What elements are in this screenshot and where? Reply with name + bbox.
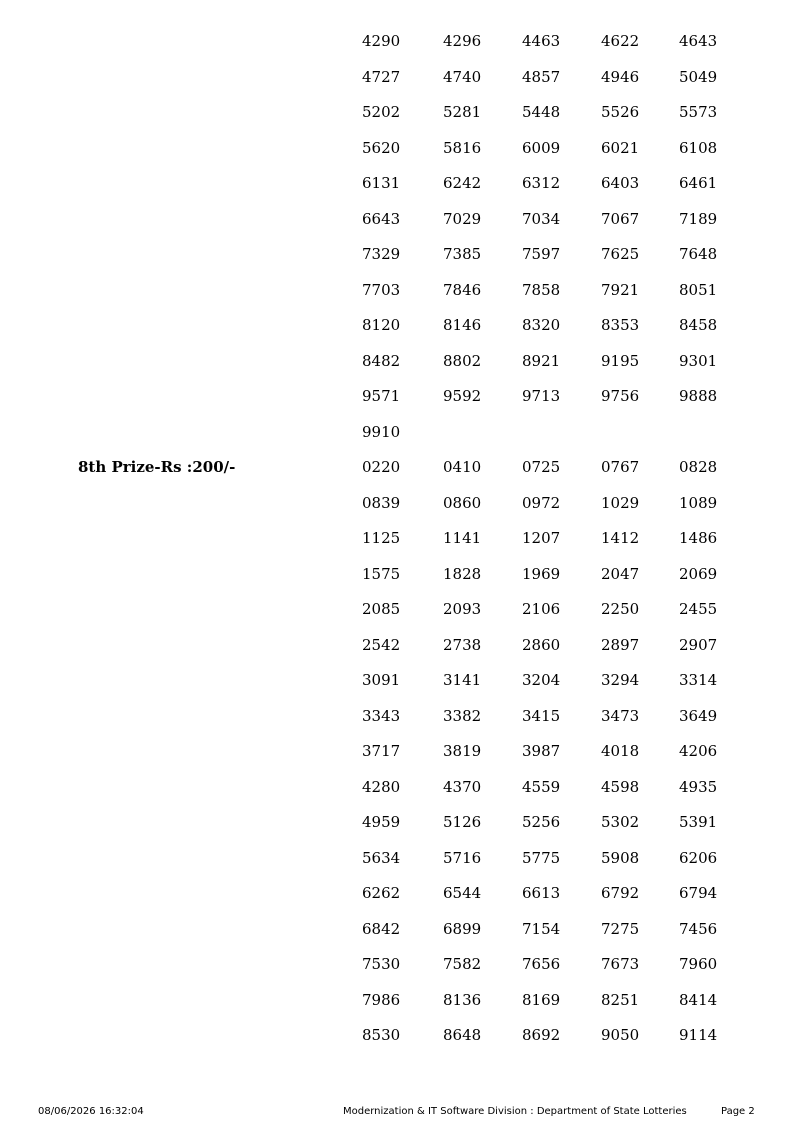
ticket-number: 8146 [443, 316, 482, 334]
ticket-number: 5908 [601, 848, 640, 867]
ticket-number: 8136 [443, 990, 482, 1009]
ticket-number: 2897 [601, 635, 640, 654]
ticket-number: 4290 [362, 32, 401, 50]
result-row [0, 30, 800, 66]
ticket-number: 6262 [362, 884, 401, 902]
result-row [0, 563, 800, 599]
ticket-number: 6009 [522, 138, 561, 157]
ticket-number: 9301 [679, 351, 718, 370]
ticket-number: 8320 [522, 316, 561, 334]
ticket-number: 7858 [522, 280, 561, 299]
ticket-number: 5448 [522, 103, 561, 121]
ticket-number: 5526 [601, 103, 640, 121]
ticket-number: 7275 [601, 919, 640, 938]
result-row [0, 456, 800, 492]
ticket-number: 4935 [679, 777, 718, 796]
ticket-number: 9195 [601, 351, 640, 370]
ticket-number: 7597 [522, 245, 561, 263]
ticket-number: 6242 [443, 174, 482, 192]
result-row [0, 492, 800, 528]
ticket-number: 5049 [679, 67, 718, 86]
result-row [0, 669, 800, 705]
ticket-number: 1969 [522, 564, 561, 583]
ticket-number: 4018 [601, 742, 640, 760]
ticket-number: 9888 [679, 387, 718, 405]
ticket-number: 3091 [362, 671, 401, 689]
ticket-number: 3649 [679, 706, 718, 725]
result-row [0, 634, 800, 670]
ticket-number: 6643 [362, 209, 401, 228]
ticket-number: 7530 [362, 955, 401, 973]
result-row [0, 882, 800, 918]
ticket-number: 5620 [362, 138, 401, 157]
ticket-number: 4463 [522, 32, 561, 50]
ticket-number: 5126 [443, 813, 482, 831]
ticket-number: 7921 [601, 280, 640, 299]
footer-division: Modernization & IT Software Division : Department of State Lotteries [343, 1106, 687, 1117]
ticket-number: 0410 [443, 458, 482, 476]
ticket-number: 7582 [443, 955, 482, 973]
ticket-number: 1125 [362, 529, 401, 547]
ticket-number: 4280 [362, 777, 401, 796]
ticket-number: 1029 [601, 493, 640, 512]
ticket-number: 1828 [443, 564, 482, 583]
ticket-number: 6794 [679, 884, 718, 902]
ticket-number: 0828 [679, 458, 718, 476]
ticket-number: 7329 [362, 245, 401, 263]
result-row [0, 279, 800, 315]
ticket-number: 5391 [679, 813, 718, 831]
ticket-number: 7154 [522, 919, 561, 938]
ticket-number: 4643 [679, 32, 718, 50]
ticket-number: 3987 [522, 742, 561, 760]
ticket-number: 9592 [443, 387, 482, 405]
result-row [0, 847, 800, 883]
result-row [0, 243, 800, 279]
ticket-number: 3415 [522, 706, 561, 725]
result-row [0, 705, 800, 741]
ticket-number: 8530 [362, 1026, 401, 1044]
ticket-number: 8458 [679, 316, 718, 334]
result-row [0, 172, 800, 208]
ticket-number: 7656 [522, 955, 561, 973]
result-row [0, 1024, 800, 1060]
ticket-number: 7385 [443, 245, 482, 263]
ticket-number: 1089 [679, 493, 718, 512]
ticket-number: 4370 [443, 777, 482, 796]
ticket-number: 6206 [679, 848, 718, 867]
result-row [0, 811, 800, 847]
ticket-number: 6842 [362, 919, 401, 938]
ticket-number: 5256 [522, 813, 561, 831]
ticket-number: 7673 [601, 955, 640, 973]
result-row [0, 953, 800, 989]
ticket-number: 9910 [362, 422, 401, 441]
ticket-number: 2455 [679, 600, 718, 618]
ticket-number: 9114 [679, 1026, 718, 1044]
result-row [0, 918, 800, 954]
ticket-number: 7625 [601, 245, 640, 263]
ticket-number: 8414 [679, 990, 718, 1009]
ticket-number: 5634 [362, 848, 401, 867]
ticket-number: 4946 [601, 67, 640, 86]
ticket-number: 0725 [522, 458, 561, 476]
ticket-number: 0972 [522, 493, 561, 512]
ticket-number: 7067 [601, 209, 640, 228]
ticket-number: 4857 [522, 67, 561, 86]
ticket-number: 7456 [679, 919, 718, 938]
ticket-number: 3717 [362, 742, 401, 760]
result-row [0, 66, 800, 102]
ticket-number: 6544 [443, 884, 482, 902]
ticket-number: 3343 [362, 706, 401, 725]
ticket-number: 3819 [443, 742, 482, 760]
result-row [0, 776, 800, 812]
result-row [0, 314, 800, 350]
ticket-number: 9756 [601, 387, 640, 405]
ticket-number: 5716 [443, 848, 482, 867]
ticket-number: 7960 [679, 955, 718, 973]
result-row [0, 527, 800, 563]
ticket-number: 5302 [601, 813, 640, 831]
ticket-number: 4559 [522, 777, 561, 796]
ticket-number: 8169 [522, 990, 561, 1009]
ticket-number: 8482 [362, 351, 401, 370]
ticket-number: 5775 [522, 848, 561, 867]
result-row [0, 385, 800, 421]
ticket-number: 2542 [362, 635, 401, 654]
ticket-number: 2907 [679, 635, 718, 654]
ticket-number: 4740 [443, 67, 482, 86]
ticket-number: 4598 [601, 777, 640, 796]
ticket-number: 9571 [362, 387, 401, 405]
ticket-number: 5573 [679, 103, 718, 121]
ticket-number: 1207 [522, 529, 561, 547]
ticket-number: 9713 [522, 387, 561, 405]
ticket-number: 8802 [443, 351, 482, 370]
ticket-number: 3294 [601, 671, 640, 689]
ticket-number: 1575 [362, 564, 401, 583]
ticket-number: 0767 [601, 458, 640, 476]
ticket-number: 4959 [362, 813, 401, 831]
ticket-number: 6403 [601, 174, 640, 192]
ticket-number: 4622 [601, 32, 640, 50]
result-row [0, 740, 800, 776]
ticket-number: 3204 [522, 671, 561, 689]
ticket-number: 8692 [522, 1026, 561, 1044]
result-row [0, 208, 800, 244]
ticket-number: 2738 [443, 635, 482, 654]
ticket-number: 5816 [443, 138, 482, 157]
prize-heading: 8th Prize-Rs :200/- [78, 458, 236, 476]
ticket-number: 2106 [522, 600, 561, 618]
ticket-number: 9050 [601, 1026, 640, 1044]
ticket-number: 2085 [362, 600, 401, 618]
ticket-number: 7846 [443, 280, 482, 299]
footer-timestamp: 08/06/2026 16:32:04 [38, 1106, 144, 1117]
ticket-number: 3314 [679, 671, 718, 689]
ticket-number: 6108 [679, 138, 718, 157]
ticket-number: 8051 [679, 280, 718, 299]
ticket-number: 6792 [601, 884, 640, 902]
ticket-number: 0860 [443, 493, 482, 512]
ticket-number: 8120 [362, 316, 401, 334]
ticket-number: 8353 [601, 316, 640, 334]
ticket-number: 4206 [679, 742, 718, 760]
ticket-number: 7034 [522, 209, 561, 228]
result-row [0, 350, 800, 386]
result-row [0, 989, 800, 1025]
ticket-number: 7986 [362, 990, 401, 1009]
ticket-number: 3382 [443, 706, 482, 725]
ticket-number: 7189 [679, 209, 718, 228]
ticket-number: 1486 [679, 529, 718, 547]
ticket-number: 5202 [362, 103, 401, 121]
ticket-number: 2250 [601, 600, 640, 618]
ticket-number: 6461 [679, 174, 718, 192]
ticket-number: 3141 [443, 671, 482, 689]
result-row [0, 137, 800, 173]
ticket-number: 7029 [443, 209, 482, 228]
ticket-number: 7648 [679, 245, 718, 263]
ticket-number: 0220 [362, 458, 401, 476]
ticket-number: 6021 [601, 138, 640, 157]
result-row [0, 101, 800, 137]
ticket-number: 5281 [443, 103, 482, 121]
ticket-number: 1412 [601, 529, 640, 547]
ticket-number: 6613 [522, 884, 561, 902]
ticket-number: 1141 [443, 529, 482, 547]
ticket-number: 2860 [522, 635, 561, 654]
ticket-number: 3473 [601, 706, 640, 725]
ticket-number: 7703 [362, 280, 401, 299]
ticket-number: 6131 [362, 174, 401, 192]
ticket-number: 8648 [443, 1026, 482, 1044]
ticket-number: 8921 [522, 351, 561, 370]
ticket-number: 2093 [443, 600, 482, 618]
footer-page-number: Page 2 [721, 1106, 755, 1117]
result-row [0, 598, 800, 634]
ticket-number: 0839 [362, 493, 401, 512]
result-row [0, 421, 800, 457]
ticket-number: 4727 [362, 67, 401, 86]
ticket-number: 2047 [601, 564, 640, 583]
ticket-number: 8251 [601, 990, 640, 1009]
ticket-number: 4296 [443, 32, 482, 50]
ticket-number: 6899 [443, 919, 482, 938]
ticket-number: 2069 [679, 564, 718, 583]
ticket-number: 6312 [522, 174, 561, 192]
